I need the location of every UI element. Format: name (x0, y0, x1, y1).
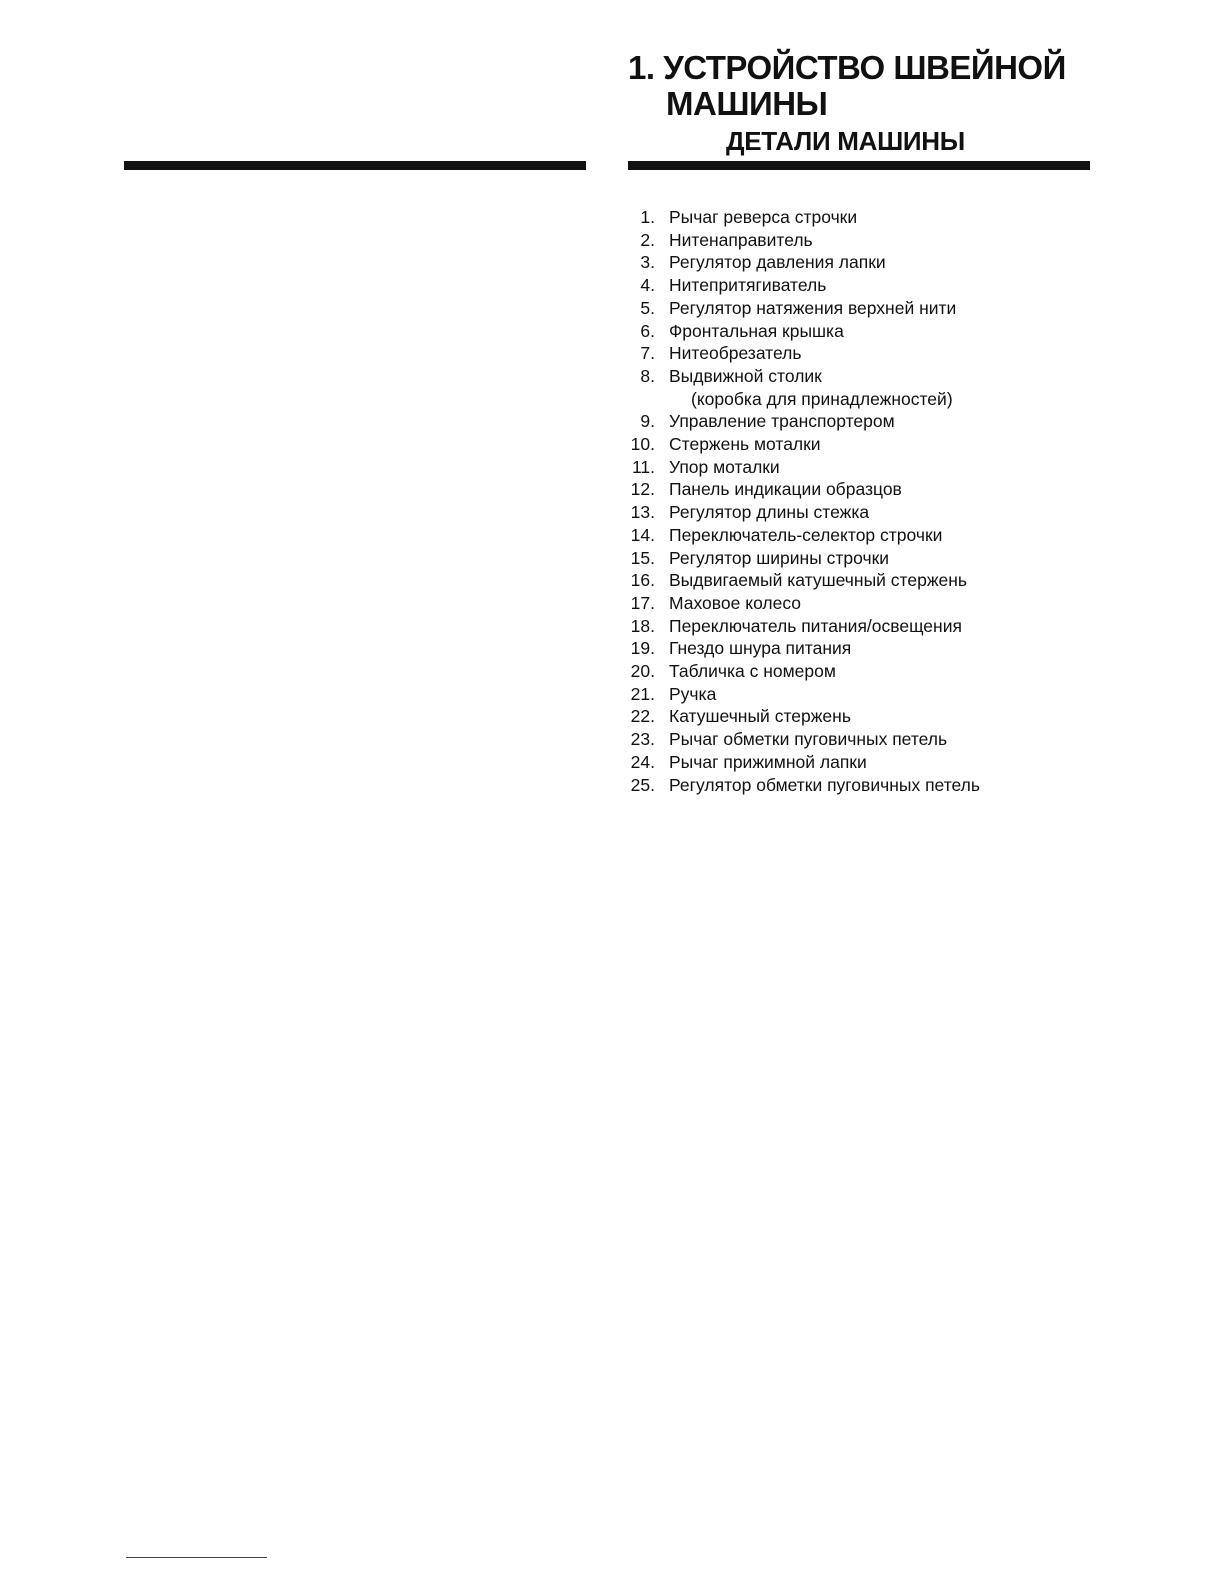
parts-item-label: Нитепритягиватель (669, 275, 827, 296)
parts-item-label: Стержень моталки (669, 434, 821, 455)
parts-list-item (622, 206, 1082, 229)
parts-item-label: Нитеобрезатель (669, 343, 802, 364)
parts-item-label: Переключатель-селектор строчки (669, 524, 943, 545)
parts-item-label: Рычаг реверса строчки (669, 207, 858, 227)
parts-list-item (622, 410, 1082, 433)
parts-item-number: 24. (630, 751, 655, 772)
page-title-line2: МАШИНЫ (666, 85, 828, 122)
page-title-line1: 1. УСТРОЙСТВО ШВЕЙНОЙ (628, 49, 1066, 86)
parts-item-number: 23. (630, 729, 655, 750)
parts-item-number: 11. (631, 456, 655, 477)
parts-item-label: Регулятор давления лапки (669, 252, 886, 273)
parts-item-number: 25. (630, 774, 655, 795)
parts-item-label: Катушечный стержень (669, 706, 851, 727)
parts-item-label: Регулятор ширины строчки (669, 547, 890, 568)
parts-item-label: Регулятор длины стежка (669, 502, 870, 523)
parts-item-label: Ручка (669, 683, 717, 704)
parts-item-label: Упор моталки (669, 456, 780, 477)
parts-item-label: Табличка с номером (669, 661, 836, 682)
parts-item-number: 21. (630, 683, 655, 704)
parts-item-label: Регулятор натяжения верхней нити (669, 297, 957, 318)
parts-list-item (622, 660, 1082, 683)
parts-item-number: 10. (630, 434, 655, 455)
parts-item-number: 14. (630, 524, 655, 545)
parts-list-item (622, 297, 1082, 320)
right-heading-rule (628, 161, 1090, 170)
parts-item-number: 5. (640, 297, 655, 318)
parts-list-item (622, 751, 1082, 774)
parts-item-number: 12. (630, 479, 655, 500)
parts-item-label: Регулятор обметки пуговичных петель (669, 774, 981, 795)
parts-item-number: 13. (630, 502, 655, 523)
parts-list-item (622, 478, 1082, 501)
footnote-separator (126, 1557, 267, 1558)
parts-list-item (622, 637, 1082, 660)
machine-parts-list (622, 206, 1082, 796)
parts-item-label: Выдвижной столик (669, 365, 822, 386)
parts-item-number: 2. (640, 229, 655, 250)
parts-item-number: 19. (630, 638, 655, 659)
parts-item-number: 6. (640, 320, 655, 341)
parts-item-number: 15. (630, 547, 655, 568)
parts-item-label: (коробка для принадлежностей) (691, 388, 953, 409)
title-block (628, 50, 1098, 156)
parts-item-number: 18. (630, 615, 655, 636)
parts-item-label: Выдвигаемый катушечный стержень (669, 570, 968, 591)
parts-item-number: 1. (640, 207, 655, 227)
parts-item-label: Гнездо шнура питания (669, 638, 852, 659)
parts-item-label: Панель индикации образцов (669, 479, 902, 500)
parts-list-item (622, 320, 1082, 343)
parts-item-label: Рычаг прижимной лапки (669, 751, 867, 772)
parts-item-number: 4. (640, 275, 655, 296)
parts-item-label: Фронтальная крышка (669, 320, 844, 341)
parts-item-number: 22. (630, 706, 655, 727)
parts-list-item (622, 705, 1082, 728)
parts-item-label: Нитенаправитель (669, 229, 813, 250)
parts-list-item (622, 774, 1082, 797)
parts-list-item (622, 569, 1082, 592)
parts-item-number: 7. (640, 343, 655, 364)
parts-item-number: 16. (630, 570, 655, 591)
parts-item-number: 9. (640, 411, 655, 432)
parts-list-item (622, 683, 1082, 706)
parts-list-item (622, 342, 1082, 365)
parts-list-item (622, 456, 1082, 479)
parts-item-number: 8. (640, 365, 655, 386)
parts-list-item (622, 524, 1082, 547)
parts-item-label: Управление транспортером (669, 411, 895, 432)
parts-list-item (622, 433, 1082, 456)
parts-list-item-note (622, 388, 1082, 411)
parts-list-item (622, 728, 1082, 751)
parts-list-item (622, 547, 1082, 570)
parts-list-item (622, 251, 1082, 274)
parts-list-item (622, 274, 1082, 297)
parts-item-label: Маховое колесо (669, 592, 802, 613)
parts-item-label: Рычаг обметки пуговичных петель (669, 729, 948, 750)
section-subtitle: ДЕТАЛИ МАШИНЫ (726, 126, 965, 156)
parts-item-label: Переключатель питания/освещения (669, 615, 962, 636)
parts-list-item (622, 365, 1082, 388)
parts-item-number: 3. (640, 252, 655, 273)
parts-list-item (622, 229, 1082, 252)
parts-item-number: 17. (630, 592, 655, 613)
parts-list-item (622, 592, 1082, 615)
parts-list-item (622, 501, 1082, 524)
parts-list-item (622, 615, 1082, 638)
left-heading-rule (124, 161, 586, 170)
parts-item-number: 20. (630, 661, 655, 682)
